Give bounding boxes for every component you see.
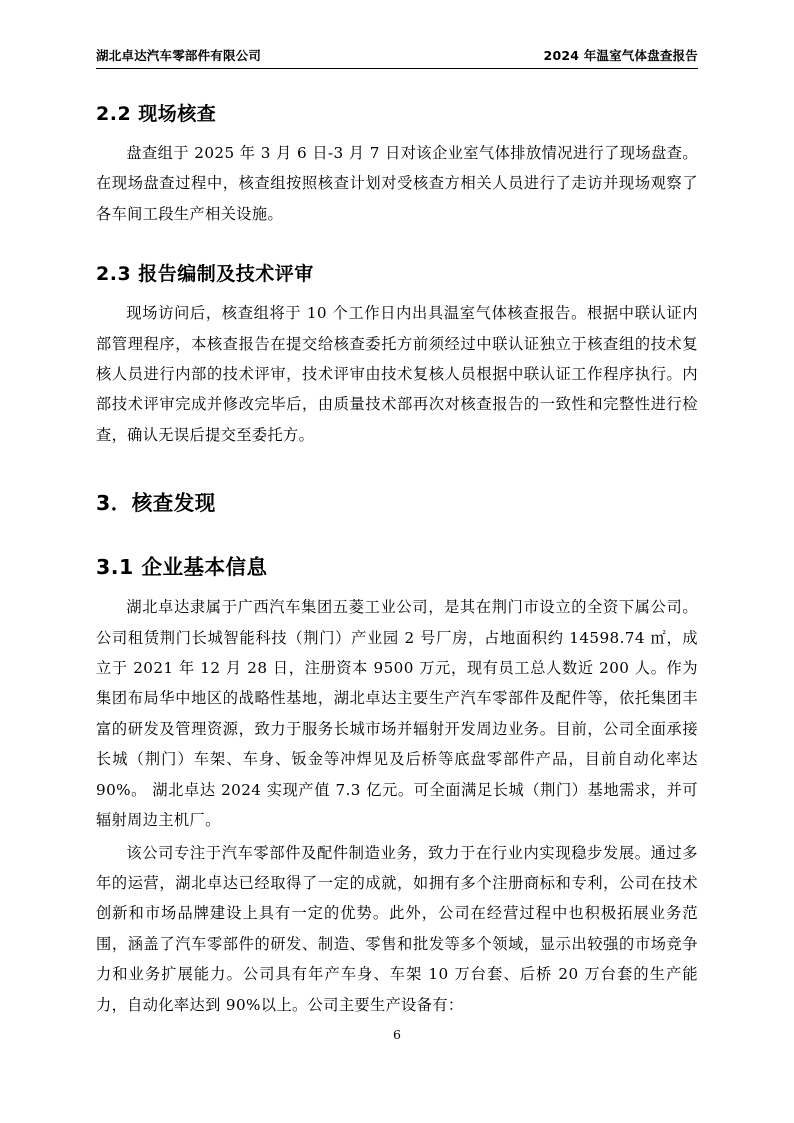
paragraph-3-1-2: 该公司专注于汽车零部件及配件制造业务，致力于在行业内实现稳步发展。通过多年的运营，湖北卓达已经取得了一定的成就，如拥有多个注册商标和专利，公司在技术创新和市场品牌建设上具有一定的优势。此外，公司在经营过程中也积极拓展业务范围，涵盖了汽车零部件的研发、制造、零售和批发等多个领域，显示出较强的市场竞争力和业务扩展能力。公司具有年产车身、车架 10 万台套、后桥 20 万台套的生产能力，自动化率达到 90%以上。公司主要生产设备有： [96, 843, 698, 1014]
paragraph-2-2-1: 盘查组于 2025 年 3 月 6 日-3 月 7 日对该企业室气体排放情况进行了现场盘查。在现场盘查过程中，核查组按照核查计划对受核查方相关人员进行了走访并现场观察了各车间工段生产相关设施。 [96, 144, 698, 223]
running-header [96, 46, 698, 69]
section-heading-2-3: 2.3 报告编制及技术评审 [96, 263, 314, 286]
section-heading-2-2: 2.2 现场核查 [96, 103, 217, 125]
paragraph-3-1-1: 湖北卓达隶属于广西汽车集团五菱工业公司，是其在荆门市设立的全资下属公司。公司租赁荆门长城智能科技（荆门）产业园 2 号厂房，占地面积约 14598.74 ㎡，成立于 2021 年 12 月 28 日，注册资本 9500 万元，现有员工总人数近 200 人。作为集团布局华中地区的战略性基地，湖北卓达主要生产汽车零部件及配件等，依托集团丰富的研发及管理资源，致力于服务长城市场并辐射开发周边业务。目前，公司全面承接长城（荆门）车架、车身、钣金等冲焊见及后桥等底盘零部件产品，目前自动化率达 90%。 湖北卓达 2024 实现产值 7.3 亿元。可全面满足长城（荆门）基地需求，并可辐射周边主机厂。 [96, 598, 698, 830]
page-content [96, 46, 698, 1022]
page-number: 6 [393, 1027, 401, 1042]
header-report-title: 2024 年温室气体盘查报告 [543, 48, 698, 63]
header-company-name: 湖北卓达汽车零部件有限公司 [96, 48, 262, 63]
section-heading-3: 3．核查发现 [96, 491, 216, 516]
paragraph-2-3-1: 现场访问后，核查组将于 10 个工作日内出具温室气体核查报告。根据中联认证内部管理程序，本核查报告在提交给核查委托方前须经过中联认证独立于核查组的技术复核人员进行内部的技术评审，技术评审由技术复核人员根据中联认证工作程序执行。内部技术评审完成并修改完毕后，由质量技术部再次对核查报告的一致性和完整性进行检查，确认无误后提交至委托方。 [96, 304, 698, 444]
section-heading-3-1: 3.1 企业基本信息 [96, 555, 268, 580]
